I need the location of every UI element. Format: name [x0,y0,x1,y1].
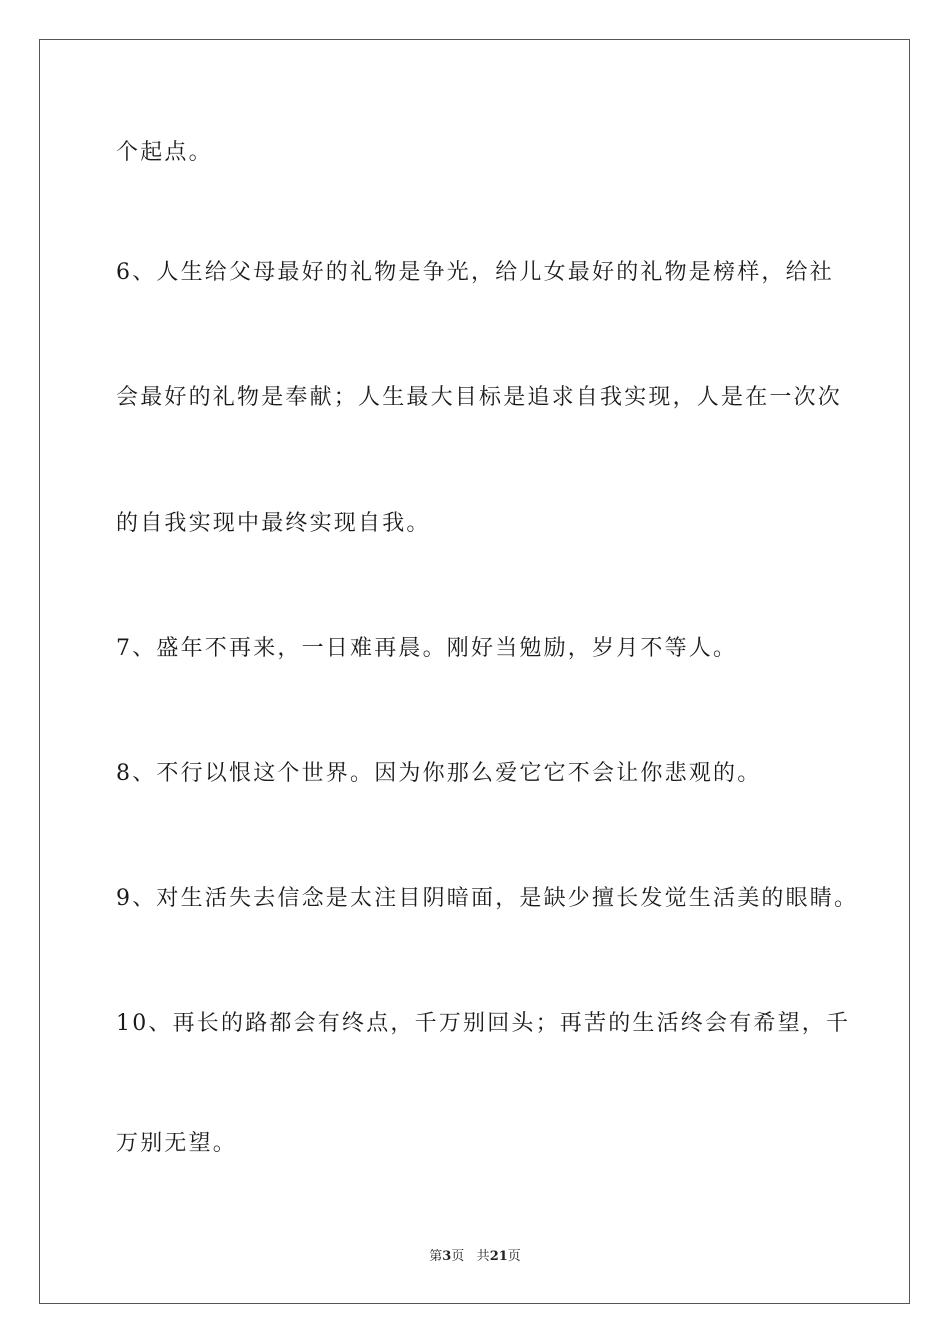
text-line-6: 8、不行以恨这个世界。因为你那么爱它它不会让你悲观的。 [116,761,762,786]
footer-page-prefix: 第 [429,1249,443,1264]
footer-total-suffix: 页 [507,1249,521,1264]
text-line-5: 7、盛年不再来，一日难再晨。刚好当勉励，岁月不等人。 [116,636,738,661]
text-line-3: 会最好的礼物是奉献；人生最大目标是追求自我实现，人是在一次次 [116,385,843,410]
text-line-2: 6、人生给父母最好的礼物是争光，给儿女最好的礼物是榜样，给社 [116,260,834,285]
text-line-1: 个起点。 [116,140,213,165]
text-line-8: 10、再长的路都会有终点，千万别回头；再苦的生活终会有希望，千 [116,1011,851,1036]
page-footer [0,1249,950,1265]
page-frame [39,39,910,1304]
footer-total-prefix: 共 [476,1249,490,1264]
footer-page-number: 3 [442,1249,452,1264]
text-line-7: 9、对生活失去信念是太注目阴暗面，是缺少擅长发觉生活美的眼睛。 [116,886,859,911]
text-line-9: 万别无望。 [116,1131,238,1156]
footer-page-suffix: 页 [451,1249,465,1264]
footer-total-pages: 21 [489,1249,508,1264]
text-line-4: 的自我实现中最终实现自我。 [116,511,431,536]
